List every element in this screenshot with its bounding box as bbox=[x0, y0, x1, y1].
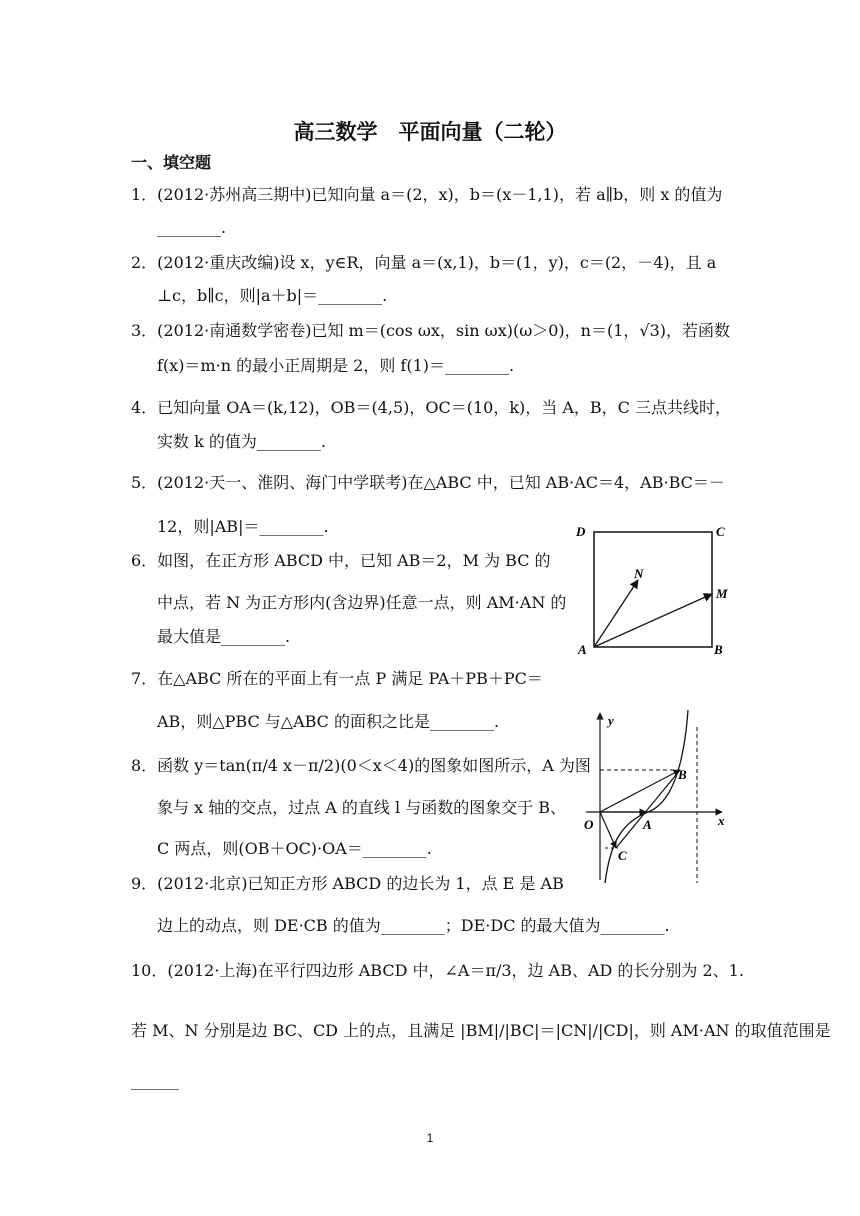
problem-line: 5．(2012·天一、淮阴、海门中学联考)在△ABC 中，已知 AB·AC＝4，AB·BC＝－ bbox=[131, 473, 725, 492]
label-c: C bbox=[716, 524, 725, 539]
label-b: B bbox=[714, 642, 723, 657]
label-a: A bbox=[578, 642, 587, 657]
section-heading: 一、填空题 bbox=[131, 153, 212, 172]
problem-line: 9．(2012·北京)已知正方形 ABCD 的边长为 1，点 E 是 AB bbox=[131, 874, 564, 893]
problem-line: ______ bbox=[131, 1071, 179, 1090]
problem-line: 若 M、N 分别是边 BC、CD 上的点，且满足 |BM|/|BC|＝|CN|/|CD|，则 AM·AN 的取值范围是 bbox=[131, 1021, 831, 1040]
problem-line: AB，则△PBC 与△ABC 的面积之比是________. bbox=[157, 712, 500, 731]
label-c: C bbox=[618, 848, 627, 863]
problem-line: 3．(2012·南通数学密卷)已知 m＝(cos ωx，sin ωx)(ω＞0)，n＝(1，√3)，若函数 bbox=[131, 321, 731, 340]
label-x: x bbox=[718, 813, 725, 828]
label-y: y bbox=[608, 713, 614, 728]
problem-line: 4．已知向量 OA＝(k,12)，OB＝(4,5)，OC＝(10，k)，当 A，B，C 三点共线时， bbox=[131, 398, 731, 417]
label-o: O bbox=[584, 817, 594, 832]
problem-line: ⊥c，b∥c，则|a＋b|＝________. bbox=[157, 286, 388, 305]
vector-oc bbox=[600, 812, 616, 848]
page-number: 1 bbox=[426, 1131, 434, 1145]
label-b: B bbox=[678, 767, 687, 782]
label-d: D bbox=[576, 524, 586, 539]
square-outline bbox=[594, 532, 712, 647]
label-n: N bbox=[634, 566, 644, 581]
line-l bbox=[616, 770, 680, 848]
vector-ob bbox=[600, 770, 680, 812]
problem-line: 象与 x 轴的交点，过点 A 的直线 l 与函数的图象交于 B、 bbox=[157, 798, 567, 817]
problem-line: C 两点，则(OB＋OC)·OA＝________. bbox=[157, 839, 432, 858]
problem-line: 10．(2012·上海)在平行四边形 ABCD 中，∠A＝π/3，边 AB、AD 的长分别为 2、1. bbox=[131, 961, 744, 980]
tangent-graph-figure bbox=[580, 705, 740, 890]
problem-line: 中点，若 N 为正方形内(含边界)任意一点，则 AM·AN 的 bbox=[157, 593, 567, 612]
problem-line: 8．函数 y＝tan(π/4 x－π/2)(0＜x＜4)的图象如图所示，A 为图 bbox=[131, 756, 591, 775]
problem-line: 1．(2012·苏州高三期中)已知向量 a＝(2，x)，b＝(x－1,1)，若 a∥b，则 x 的值为 bbox=[131, 185, 723, 204]
square-figure bbox=[566, 520, 736, 660]
problem-line: 最大值是________. bbox=[157, 627, 291, 646]
problem-line: 7．在△ABC 所在的平面上有一点 P 满足 PA＋PB＋PC＝ bbox=[131, 669, 543, 688]
problem-line: f(x)＝m·n 的最小正周期是 2，则 f(1)＝________. bbox=[157, 356, 515, 375]
problem-line: 12，则|AB|＝________. bbox=[157, 517, 329, 536]
label-a: A bbox=[643, 817, 652, 832]
problem-line: 6．如图，在正方形 ABCD 中，已知 AB＝2，M 为 BC 的 bbox=[131, 551, 551, 570]
problem-line: ________. bbox=[157, 218, 227, 237]
problem-line: 2．(2012·重庆改编)设 x，y∈R，向量 a＝(x,1)，b＝(1，y)，c＝(2，－4)，且 a bbox=[131, 253, 717, 272]
problem-line: 实数 k 的值为________. bbox=[157, 432, 326, 451]
problem-line: 边上的动点，则 DE·CB 的值为________；DE·DC 的最大值为________. bbox=[157, 916, 670, 935]
label-m: M bbox=[716, 586, 728, 601]
page-title: 高三数学 平面向量（二轮） bbox=[293, 120, 567, 144]
